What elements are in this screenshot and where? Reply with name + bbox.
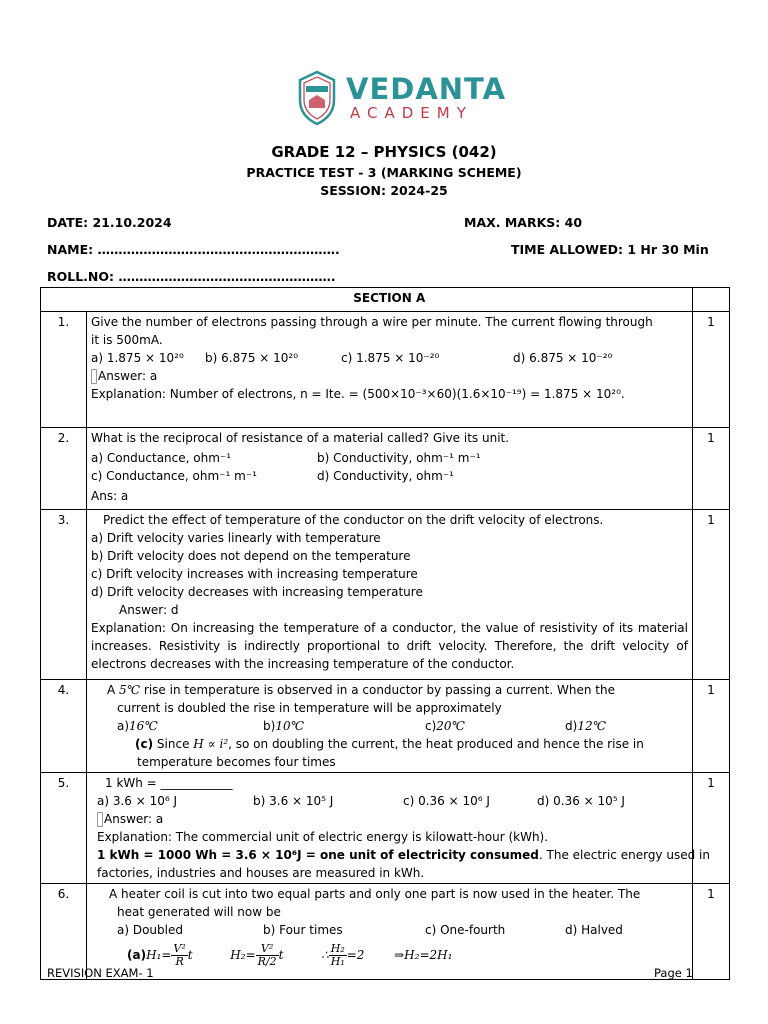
question-text: A heater coil is cut into two equal parts and only one part is now used in the heater. The [109, 887, 641, 901]
fraction-denominator: R [175, 955, 184, 968]
option-d: d) Halved [565, 923, 623, 937]
option-a: a) [117, 719, 130, 733]
option-d-value: 12℃ [577, 719, 607, 733]
question-text: heat generated will now be [117, 905, 281, 919]
question-text: Give the number of electrons passing through a wire per minute. The current flowing through [91, 315, 653, 329]
option-b-value: 10℃ [275, 719, 305, 733]
answer-text: Since [153, 737, 194, 751]
fraction-numerator: H₂ [330, 942, 345, 955]
question-text: current is doubled the rise in temperature will be approximately [117, 701, 502, 715]
options-row [91, 717, 688, 735]
option-c: c) One-fourth [425, 923, 506, 937]
question-marks: 1 [693, 680, 730, 773]
option-d: d) [565, 719, 578, 733]
fraction [329, 943, 347, 968]
fraction-numerator: V² [256, 943, 279, 956]
max-marks-label: MAX. MARKS: 40 [464, 215, 583, 230]
explanation-highlight: 1 kWh = 1000 Wh = 3.6 × 10⁶J = one unit of electricity consumed [97, 848, 539, 862]
roll-number-field: ROLL.NO: ……………………………………………. [47, 269, 336, 284]
option-d: d) Drift velocity decreases with increasing temperature [91, 585, 423, 599]
question-body [87, 312, 693, 428]
question-text: it is 500mA. [91, 333, 163, 347]
text-cursor-icon [97, 812, 103, 827]
equation-term: H₁= [146, 948, 172, 962]
option-a: a) 3.6 × 10⁶ J [97, 794, 178, 808]
option-c: c) Drift velocity increases with increasing temperature [91, 567, 418, 581]
answer-label: (a) [127, 948, 147, 962]
date-label: DATE: 21.10.2024 [47, 215, 172, 230]
option-c: c) [425, 719, 437, 733]
answer-formula: H ∝ i² [193, 737, 229, 751]
question-number: 1. [41, 312, 87, 428]
logo-wordmark: VEDANTA [346, 72, 507, 106]
option-c: c) 0.36 × 10⁶ J [403, 794, 490, 808]
question-row [41, 312, 730, 428]
equation-term: =2 [346, 948, 365, 962]
page-title: GRADE 12 – PHYSICS (042) [271, 143, 497, 161]
equation-term: t [187, 948, 193, 962]
logo-subword: ACADEMY [350, 104, 473, 122]
name-field: NAME: …………………………………………………. [47, 242, 340, 257]
option-b: b) [263, 719, 276, 733]
question-number: 6. [41, 884, 87, 980]
option-a: a) Conductance, ohm⁻¹ [91, 451, 232, 465]
therefore-symbol: ∴ [321, 948, 329, 962]
option-b: b) Conductivity, ohm⁻¹ m⁻¹ [317, 451, 481, 465]
question-row [41, 680, 730, 773]
question-body [87, 428, 693, 510]
question-body [87, 773, 710, 884]
explanation-text: factories, industries and houses are measured in kWh. [97, 866, 425, 880]
explanation-text: Explanation: The commercial unit of electric energy is kilowatt-hour (kWh). [97, 830, 549, 844]
fraction-numerator: V² [173, 942, 186, 955]
question-row [41, 773, 730, 884]
question-number: 2. [41, 428, 87, 510]
question-row [41, 428, 730, 510]
temperature-value: 5℃ [119, 683, 141, 697]
equation-result: ⇒H₂=2H₁ [394, 948, 453, 962]
question-text: Predict the effect of temperature of the conductor on the drift velocity of electrons. [103, 513, 604, 527]
option-a: a) Drift velocity varies linearly with temperature [91, 531, 381, 545]
time-allowed-label: TIME ALLOWED: 1 Hr 30 Min [511, 242, 709, 257]
text-cursor-icon [91, 369, 97, 384]
option-a-value: 16℃ [129, 719, 158, 733]
question-text: What is the reciprocal of resistance of a material called? Give its unit. [91, 431, 510, 445]
option-a: a) Doubled [117, 923, 183, 937]
option-d: d) 6.875 × 10⁻²⁰ [513, 351, 613, 365]
question-number: 3. [41, 510, 87, 680]
option-a: a) 1.875 × 10²⁰ [91, 351, 184, 365]
question-marks: 1 [693, 428, 730, 510]
question-body [87, 510, 693, 680]
footer-exam-label: REVISION EXAM- 1 [47, 966, 154, 980]
answer-text: Answer: d [119, 603, 179, 617]
section-header-row [41, 288, 730, 312]
equation-term: t [278, 948, 284, 962]
question-number: 5. [41, 773, 87, 884]
answer-label: (c) [135, 737, 154, 751]
answer-text: temperature becomes four times [137, 755, 336, 769]
option-b: b) Four times [263, 923, 343, 937]
question-marks: 1 [693, 510, 730, 680]
options-row [91, 449, 688, 467]
options-row [91, 467, 688, 485]
explanation-text: Explanation: On increasing the temperature of a conductor, the value of resistivity of its material increases. Resistivity is indirectly proportional to drift velocity. Therefore, the drift velocity of electrons decreases with the increasing temperature of the conductor. [91, 621, 688, 671]
option-c: c) Conductance, ohm⁻¹ m⁻¹ [91, 469, 257, 483]
option-d: d) 0.36 × 10⁵ J [537, 794, 625, 808]
page-number: Page 1 [654, 966, 693, 980]
answer-text: Ans: a [91, 489, 129, 503]
fraction-denominator: R/2 [257, 955, 277, 968]
question-text: 1 kWh = ____________ [105, 776, 233, 790]
question-text: A [107, 683, 120, 697]
seal-icon [294, 70, 340, 126]
fraction [171, 943, 187, 968]
answer-equation [91, 941, 688, 969]
explanation-text: . The electric energy used in [538, 848, 710, 862]
page-subtitle: PRACTICE TEST - 3 (MARKING SCHEME) [246, 165, 522, 180]
option-d: d) Conductivity, ohm⁻¹ [317, 469, 454, 483]
option-b: b) 6.875 × 10²⁰ [205, 351, 299, 365]
fraction [256, 943, 279, 968]
answer-text: Answer: a [104, 812, 164, 826]
answer-text: , so on doubling the current, the heat produced and hence the rise in [228, 737, 644, 751]
question-marks: 1 [693, 773, 730, 884]
options-row [91, 349, 688, 367]
session-label: SESSION: 2024-25 [320, 183, 448, 198]
section-title: SECTION A [87, 288, 693, 312]
question-row [41, 510, 730, 680]
option-b: b) Drift velocity does not depend on the temperature [91, 549, 411, 563]
explanation-text: Explanation: Number of electrons, n = Ite. = (500×10⁻³×60)(1.6×10⁻¹⁹) = 1.875 × 10²⁰. [91, 387, 625, 401]
fraction-denominator: H₁ [330, 955, 345, 968]
question-body [87, 680, 693, 773]
question-number: 4. [41, 680, 87, 773]
equation-term: H₂= [230, 948, 256, 962]
vedanta-logo [294, 66, 507, 126]
option-c: c) 1.875 × 10⁻²⁰ [341, 351, 440, 365]
option-b: b) 3.6 × 10⁵ J [253, 794, 334, 808]
question-marks: 1 [693, 312, 730, 428]
options-row [91, 921, 688, 939]
option-c-value: 20℃ [436, 719, 465, 733]
question-text: rise in temperature is observed in a conductor by passing a current. When the [140, 683, 615, 697]
marking-scheme-table [40, 287, 730, 980]
question-marks: 1 [693, 884, 730, 980]
question-body [87, 884, 693, 980]
options-row [91, 792, 688, 810]
answer-text: Answer: a [98, 369, 158, 383]
